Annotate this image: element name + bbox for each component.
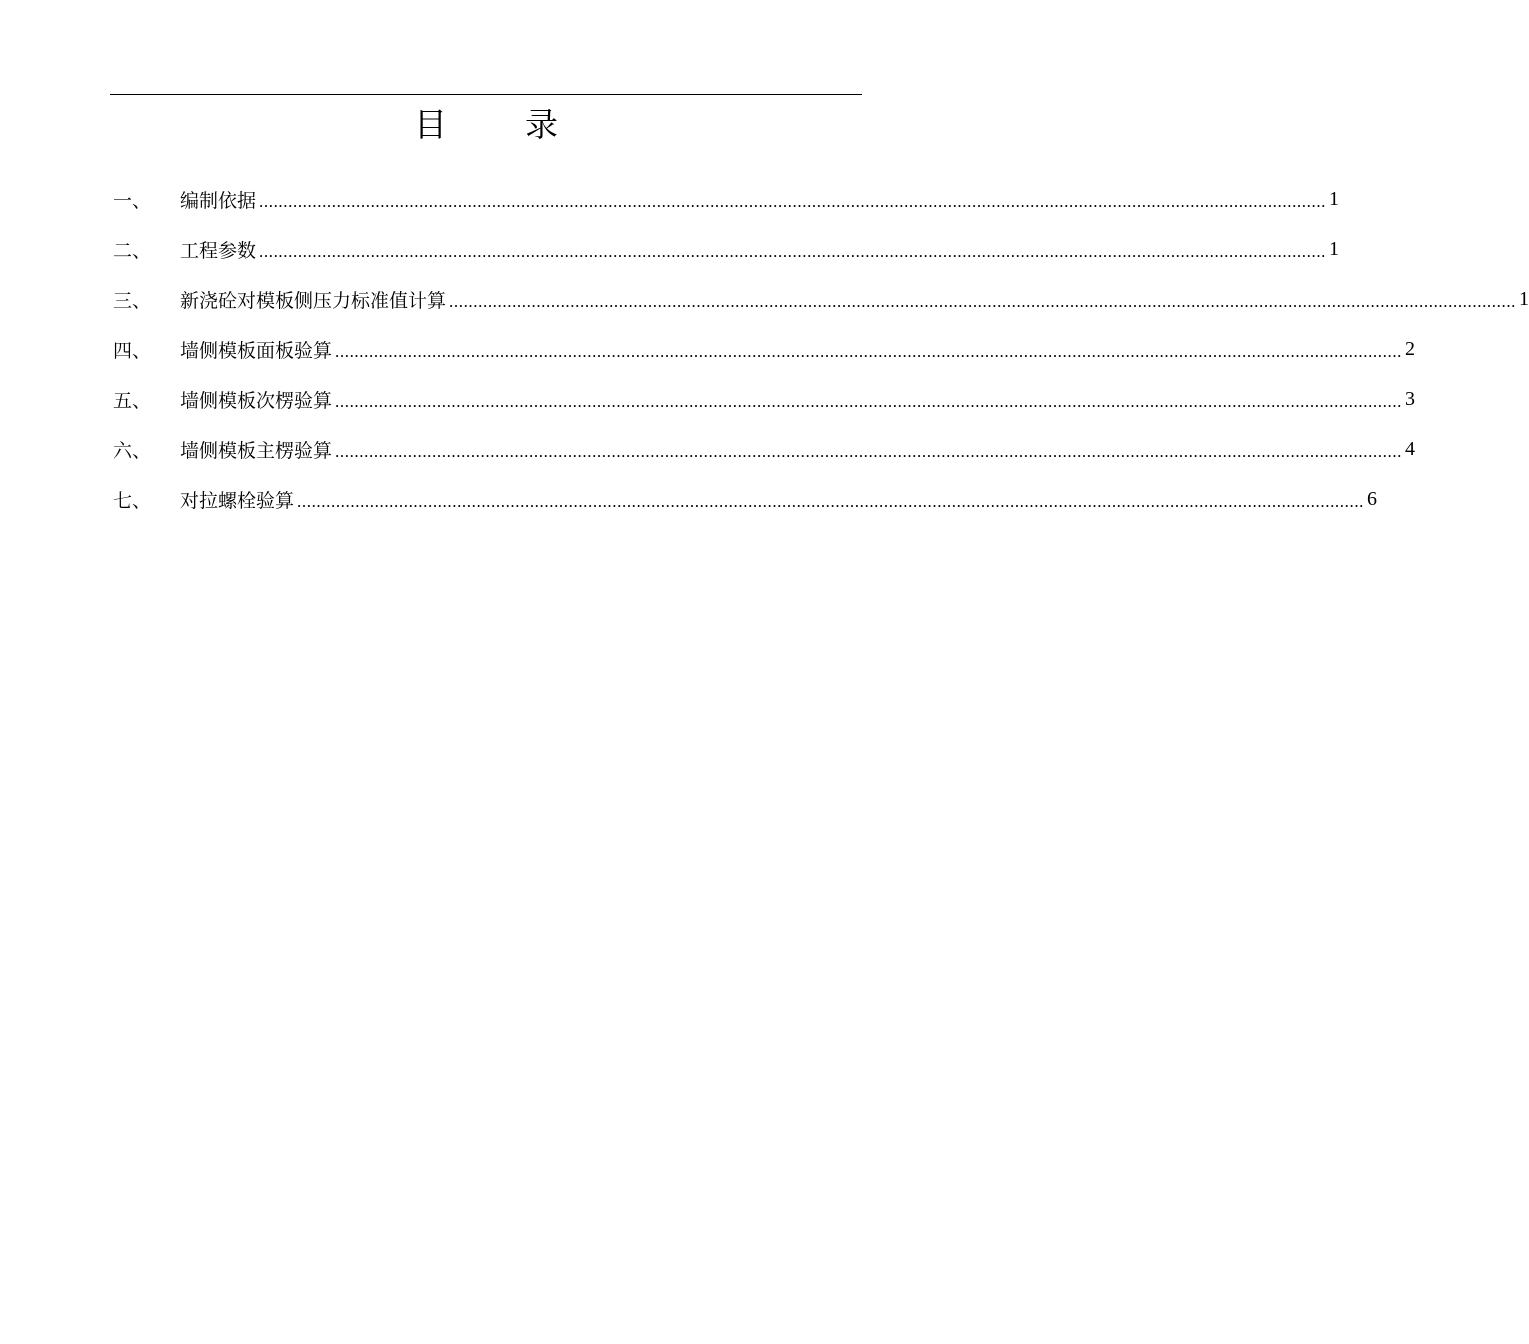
toc-entry-number: 五、: [113, 389, 152, 412]
toc-entry[interactable]: [113, 174, 1340, 224]
toc-entry-page[interactable]: 4: [1405, 437, 1416, 460]
toc-entry-page[interactable]: 1: [1329, 187, 1340, 210]
toc-entry[interactable]: [113, 274, 1529, 324]
toc-entry-number: 一、: [113, 189, 152, 212]
toc-entry-title[interactable]: 编制依据: [180, 189, 257, 212]
toc-entry-title[interactable]: 墙侧模板次楞验算: [180, 389, 333, 412]
toc-entry-number: 四、: [113, 339, 152, 362]
toc-dot-leader: ............................................................................................................................................................................................................................: [335, 392, 1403, 411]
toc-entry-number: 三、: [113, 289, 152, 312]
toc-entry-page[interactable]: 1: [1329, 237, 1340, 260]
page-title: [110, 100, 862, 150]
toc-entry-page[interactable]: 2: [1405, 337, 1416, 360]
toc-entry-page[interactable]: 6: [1367, 487, 1378, 510]
toc-dot-leader: ............................................................................................................................................................................................................................: [259, 242, 1327, 261]
title-char-1: 目: [414, 105, 447, 144]
toc-entry-title[interactable]: 对拉螺栓验算: [180, 489, 295, 512]
toc-entry-title[interactable]: 新浇砼对模板侧压力标准值计算: [180, 289, 447, 312]
header-rule: [110, 94, 862, 95]
toc-dot-leader: ............................................................................................................................................................................................................................: [449, 292, 1517, 311]
toc-entry[interactable]: [113, 374, 1416, 424]
toc-entry-number: 六、: [113, 439, 152, 462]
toc-entry-title[interactable]: 工程参数: [180, 239, 257, 262]
toc-entry-page[interactable]: 3: [1405, 387, 1416, 410]
toc-entry-title[interactable]: 墙侧模板主楞验算: [180, 439, 333, 462]
toc-entry-page[interactable]: 1: [1519, 287, 1529, 310]
toc-entry[interactable]: [113, 474, 1378, 524]
toc-entry-number: 七、: [113, 489, 152, 512]
toc-dot-leader: ............................................................................................................................................................................................................................: [297, 492, 1365, 511]
toc-entry[interactable]: [113, 324, 1416, 374]
toc-entry[interactable]: [113, 424, 1416, 474]
toc-dot-leader: ............................................................................................................................................................................................................................: [335, 342, 1403, 361]
table-of-contents: [113, 174, 1529, 524]
toc-entry[interactable]: [113, 224, 1340, 274]
toc-dot-leader: ............................................................................................................................................................................................................................: [335, 442, 1403, 461]
toc-dot-leader: ............................................................................................................................................................................................................................: [259, 192, 1327, 211]
title-char-2: 录: [525, 105, 558, 144]
toc-entry-number: 二、: [113, 239, 152, 262]
toc-entry-title[interactable]: 墙侧模板面板验算: [180, 339, 333, 362]
